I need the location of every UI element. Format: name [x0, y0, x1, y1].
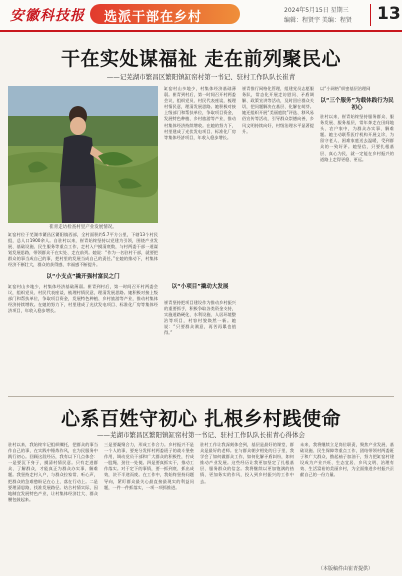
article2-subtitle: ——芜湖市繁昌区繁阳镇缸窑村第一书记、驻村工作队队长崔青心得体会	[97, 431, 305, 439]
page-number: 13	[377, 4, 401, 24]
article1-subhead-b: 以“小项目”撬动大发展	[171, 284, 229, 290]
issue-date: 2024年5月15日 星期三	[284, 7, 349, 14]
article2-column-1: 驻村以来，我始终牢记组织嘱托，把群众的事当作自己的事，在实践中锤炼作风，在为民服务中践行初心。回顾这段经历，我有以下几点体会：一是要沉下身子，摸清村情民意。只有走进群众、了解群众，才能真正为群众办实事、解难题。我坚持走村入户，与群众拉家常、听心声，把群众的急难愁盼记在心上、落在行动上。二是要理清思路，找准发展路径。结合村情实际，因地制宜发展特色产业，让村集体经济壮大、群众腰包鼓起来。	[8, 442, 98, 502]
editor-credits: 编辑：程贤宇 美编：程贤	[284, 17, 352, 24]
article1-section-a-text: 缸窑村山多地少，村集体经济基础薄弱。崔青到村后，第一时间召开村两委会议，组织党员、村民代表座谈，梳理村情民意，理清发展思路。她积极对接上级部门和帮扶单位，争取项目资金，发展特色种植、乡村旅游等产业，推动村集体经济持续增收。在她的努力下，村里建成了光伏发电项目、标准化厂房等集体经济项目，年收入稳步增长。	[8, 284, 158, 314]
article1-column-3-text: 崔青推行网格化管理，组建党员志愿服务队，常态化开展走访慰问、矛盾调解、政策宣讲等活动，及时回应群众关切，把问题解决在基层、化解在萌芽。她还组织开展“美丽庭院”评选、移风易俗宣传等活动，引导群众崇德向善，乡风文明持续向好，村级治理水平显著提升。	[242, 86, 314, 134]
article2-column-2: 三是要凝聚合力，形成工作合力。乡村振兴不是一个人的事，要充分发挥村两委班子的战斗堡垒作用，调动党员干部和广大群众的积极性，拧成一股绳、劲往一处使。四是要真抓实干，推动工作落实。对于定下的事情，要一抓到底、抓出成效，决不半途而废。在工作中，我始终坚持问题导向，紧盯群众最关心最直接最现实的利益问题，一件一件抓落实，一项一项抓推进。	[104, 442, 194, 490]
article1-column-4-top: 以“小网格”织密基层治理网	[320, 86, 371, 91]
article1-headline: 干在实处谋福祉 走在前列聚民心	[60, 48, 342, 70]
newspaper-logo: 安徽科技报	[10, 8, 85, 24]
field-photo-illustration	[8, 86, 158, 223]
article2-column-3: 驻村工作让我深刻体会到，基层是最好的课堂，群众是最好的老师。在与群众朝夕相处的日子里，我学会了如何做群众工作，如何化解矛盾纠纷，如何推动产业发展。这些经历让我更加坚定了扎根基层、服务群众的信念。我将继续以更加饱满的热情、更加务实的作风，投入到乡村振兴的工作中去。	[200, 442, 294, 484]
article1-photo-caption: 崔青走访检查村里产业发展情况。	[49, 225, 117, 230]
page-number-box	[370, 4, 401, 26]
article1-subhead-d: 以“三个服务”为载体践行为民初心	[320, 98, 394, 111]
article2-column-4: 未来，我将继续立足岗位职责，聚焦产业发展、基础设施、民生保障等重点工作，团结带领村两委班子和广大群众，撸起袖子加油干，努力把缸窑村建设成为产业兴旺、生态宜居、乡风文明、治理有效、生活富裕的美丽乡村，为全面推进乡村振兴贡献自己的一份力量。	[300, 442, 394, 478]
section-title: 选派干部在乡村	[104, 10, 203, 25]
masthead	[0, 0, 402, 32]
article1-subtitle: ——记芜湖市繁昌区繁阳镇缸窑村第一书记、驻村工作队队长崔青	[106, 73, 296, 81]
article-divider	[8, 396, 394, 397]
article1-intro-text: 缸窑村位于芜湖市繁昌区繁阳镇西部，全村面积约5.7平方公里，下辖13个村民组，总人口1900余人。自驻村以来，崔青始终坚持以党建为引领，围绕产业发展、基础设施、民生服务等重点工作，走村入户摸清底数，与村两委干部一道谋划发展思路，带领群众干在实处、走在前列。她说：“作为一名驻村干部，就要把群众的事当成自己的事，把村里的发展当成自己的责任。”在她的推动下，村集体经济不断壮大，群众的获得感、幸福感不断提升。	[8, 232, 158, 268]
article2-headline: 心系百姓守初心 扎根乡村践使命	[60, 408, 342, 430]
article1-section-b-text: 崔青坚持把项目建设作为推动乡村振兴的重要抓手，积极争取各类资金支持，实施道路硬化、水利设施、人居环境整治等项目，村容村貌焕然一新。她说：“只要群众满意，再苦再累也值得。”	[164, 300, 236, 336]
article2-source-note: （本版稿件由崔青提供）	[318, 566, 374, 572]
article1-column-2-text: 缸窑村山多地少，村集体经济基础薄弱。崔青到村后，第一时间召开村两委会议，组织党员、村民代表座谈，梳理村情民意，理清发展思路。她积极对接上级部门和帮扶单位，争取项目资金，发展特色种植、乡村旅游等产业，推动村集体经济持续增收。在她的努力下，村里建成了光伏发电项目、标准化厂房等集体经济项目，年收入稳步增长。	[164, 86, 236, 140]
article1-photo	[8, 86, 158, 223]
article1-section-d-text: 驻村以来，崔青始终坚持服务群众、服务发展、服务基层，常年奔走在田间地头、农户家中，为群众办实事、解难题。她主动联系医疗机构开展义诊，为留守老人、困难家庭送去温暖，受到群众的一致好评。她坚信，只要扎根基层、真心为民，就一定能在乡村振兴的道路上走得更稳、更远。	[320, 114, 394, 162]
article1-subhead-a: 以“小支点”撬开强村富民之门	[46, 274, 120, 280]
